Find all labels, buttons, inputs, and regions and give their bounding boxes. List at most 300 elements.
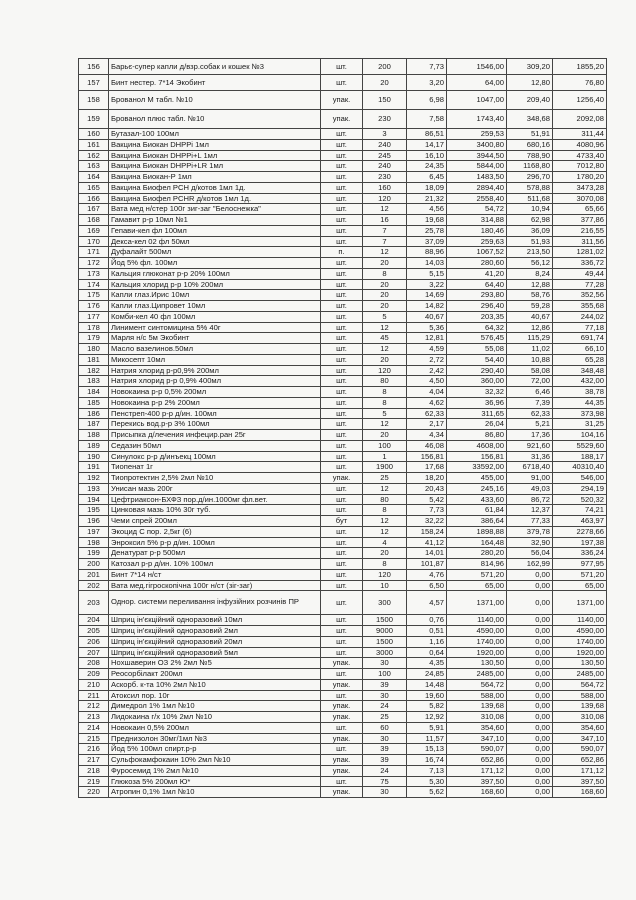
row-number-cell: 178	[79, 322, 109, 333]
unit-cell: шт.	[321, 430, 363, 441]
row-number-cell: 199	[79, 548, 109, 559]
unit-price-cell: 14,17	[407, 139, 447, 150]
table-row	[79, 690, 607, 701]
quantity-cell: 39	[363, 679, 407, 690]
total-cell: 74,21	[553, 505, 607, 516]
unit-price-cell: 5,62	[407, 787, 447, 798]
unit-price-cell: 41,12	[407, 537, 447, 548]
row-number-cell: 206	[79, 636, 109, 647]
total-cell: 546,00	[553, 473, 607, 484]
item-name-cell: Фуросемид 1% 2мл №10	[109, 765, 321, 776]
item-name-cell: Комби-кел 40 фл 100мл	[109, 311, 321, 322]
vat-cell: 10,88	[507, 354, 553, 365]
quantity-cell: 120	[363, 365, 407, 376]
vat-cell: 77,33	[507, 516, 553, 527]
unit-price-cell: 20,43	[407, 483, 447, 494]
unit-price-cell: 5,91	[407, 722, 447, 733]
unit-cell: упак.	[321, 712, 363, 723]
vat-cell: 17,36	[507, 430, 553, 441]
unit-cell: шт.	[321, 626, 363, 637]
table-row	[79, 129, 607, 140]
vat-cell: 49,03	[507, 483, 553, 494]
table-row	[79, 776, 607, 787]
table-row	[79, 172, 607, 183]
row-number-cell: 220	[79, 787, 109, 798]
item-name-cell: Новокаина р-р 2% 200мл	[109, 397, 321, 408]
unit-price-cell: 16,10	[407, 150, 447, 161]
item-name-cell: Вакцина Биокан DHPPi+L 1мл	[109, 150, 321, 161]
unit-cell: шт.	[321, 311, 363, 322]
item-name-cell: Преднизолон 30мг/1мл №3	[109, 733, 321, 744]
total-cell: 4590,00	[553, 626, 607, 637]
amount-cell: 54,40	[447, 354, 507, 365]
total-cell: 691,74	[553, 333, 607, 344]
row-number-cell: 193	[79, 483, 109, 494]
unit-price-cell: 4,57	[407, 591, 447, 615]
vat-cell: 91,00	[507, 473, 553, 484]
amount-cell: 259,63	[447, 236, 507, 247]
table-row	[79, 537, 607, 548]
row-number-cell: 164	[79, 172, 109, 183]
unit-price-cell: 4,56	[407, 204, 447, 215]
amount-cell: 314,88	[447, 215, 507, 226]
row-number-cell: 186	[79, 408, 109, 419]
unit-price-cell: 6,45	[407, 172, 447, 183]
item-name-cell: Вакцина Биофел PCH д/котов 1мл 1д.	[109, 182, 321, 193]
row-number-cell: 160	[79, 129, 109, 140]
unit-price-cell: 6,98	[407, 91, 447, 110]
quantity-cell: 1900	[363, 462, 407, 473]
quantity-cell: 100	[363, 669, 407, 680]
unit-price-cell: 18,09	[407, 182, 447, 193]
item-name-cell: Натрия хлорид р-р 0,9% 400мл	[109, 376, 321, 387]
vat-cell: 0,00	[507, 712, 553, 723]
quantity-cell: 20	[363, 290, 407, 301]
table-row	[79, 591, 607, 615]
quantity-cell: 240	[363, 161, 407, 172]
vat-cell: 12,37	[507, 505, 553, 516]
quantity-cell: 25	[363, 712, 407, 723]
item-name-cell: Однор. системи переливання інфузійних розчинів ПР	[109, 591, 321, 615]
table-row	[79, 733, 607, 744]
item-name-cell: Синулокс р-р д/инъекц 100мл	[109, 451, 321, 462]
unit-price-cell: 4,04	[407, 387, 447, 398]
total-cell: 347,10	[553, 733, 607, 744]
unit-cell: шт.	[321, 580, 363, 591]
amount-cell: 41,20	[447, 268, 507, 279]
amount-cell: 55,08	[447, 344, 507, 355]
quantity-cell: 20	[363, 279, 407, 290]
unit-cell: шт.	[321, 559, 363, 570]
amount-cell: 1743,40	[447, 110, 507, 129]
amount-cell: 5844,00	[447, 161, 507, 172]
table-row	[79, 193, 607, 204]
row-number-cell: 161	[79, 139, 109, 150]
amount-cell: 571,20	[447, 569, 507, 580]
unit-cell: шт.	[321, 462, 363, 473]
amount-cell: 86,80	[447, 430, 507, 441]
item-name-cell: Ноxшаверин ОЗ 2% 2мл №5	[109, 658, 321, 669]
amount-cell: 311,65	[447, 408, 507, 419]
row-number-cell: 209	[79, 669, 109, 680]
unit-cell: шт.	[321, 505, 363, 516]
vat-cell: 62,33	[507, 408, 553, 419]
amount-cell: 32,32	[447, 387, 507, 398]
quantity-cell: 20	[363, 430, 407, 441]
item-name-cell: Унисан мазь 200г	[109, 483, 321, 494]
unit-cell: шт.	[321, 615, 363, 626]
row-number-cell: 205	[79, 626, 109, 637]
table-row	[79, 91, 607, 110]
row-number-cell: 195	[79, 505, 109, 516]
amount-cell: 171,12	[447, 765, 507, 776]
unit-price-cell: 7,73	[407, 505, 447, 516]
row-number-cell: 168	[79, 215, 109, 226]
amount-cell: 1067,52	[447, 247, 507, 258]
unit-price-cell: 5,36	[407, 322, 447, 333]
item-name-cell: Атропин 0,1% 1мл №10	[109, 787, 321, 798]
item-name-cell: Линимент синтомицина 5% 40г	[109, 322, 321, 333]
item-name-cell: Натрия хлорид р-р0,9% 200мл	[109, 365, 321, 376]
quantity-cell: 45	[363, 333, 407, 344]
row-number-cell: 212	[79, 701, 109, 712]
quantity-cell: 150	[363, 91, 407, 110]
unit-price-cell: 5,82	[407, 701, 447, 712]
amount-cell: 2485,00	[447, 669, 507, 680]
row-number-cell: 170	[79, 236, 109, 247]
unit-price-cell: 4,59	[407, 344, 447, 355]
amount-cell: 65,00	[447, 580, 507, 591]
total-cell: 977,95	[553, 559, 607, 570]
unit-cell: шт.	[321, 387, 363, 398]
vat-cell: 0,00	[507, 647, 553, 658]
vat-cell: 12,88	[507, 279, 553, 290]
table-row	[79, 333, 607, 344]
table-row	[79, 636, 607, 647]
quantity-cell: 8	[363, 505, 407, 516]
inventory-table-body	[79, 59, 607, 798]
unit-price-cell: 1,16	[407, 636, 447, 647]
table-row	[79, 744, 607, 755]
row-number-cell: 162	[79, 150, 109, 161]
unit-cell: шт.	[321, 397, 363, 408]
row-number-cell: 173	[79, 268, 109, 279]
total-cell: 355,68	[553, 301, 607, 312]
row-number-cell: 185	[79, 397, 109, 408]
vat-cell: 0,00	[507, 776, 553, 787]
amount-cell: 1920,00	[447, 647, 507, 658]
vat-cell: 40,67	[507, 311, 553, 322]
unit-cell: шт.	[321, 526, 363, 537]
unit-price-cell: 4,35	[407, 658, 447, 669]
table-row	[79, 376, 607, 387]
unit-price-cell: 2,72	[407, 354, 447, 365]
unit-price-cell: 6,50	[407, 580, 447, 591]
row-number-cell: 207	[79, 647, 109, 658]
quantity-cell: 7	[363, 236, 407, 247]
amount-cell: 1740,00	[447, 636, 507, 647]
table-row	[79, 765, 607, 776]
vat-cell: 31,36	[507, 451, 553, 462]
table-row	[79, 483, 607, 494]
quantity-cell: 39	[363, 744, 407, 755]
item-name-cell: Глюкоза 5% 200мл Ю*	[109, 776, 321, 787]
item-name-cell: Вакцина Биокан-Р 1мл	[109, 172, 321, 183]
vat-cell: 0,00	[507, 744, 553, 755]
total-cell: 2092,08	[553, 110, 607, 129]
unit-cell: бут	[321, 516, 363, 527]
total-cell: 311,56	[553, 236, 607, 247]
row-number-cell: 198	[79, 537, 109, 548]
amount-cell: 576,45	[447, 333, 507, 344]
unit-price-cell: 40,67	[407, 311, 447, 322]
quantity-cell: 160	[363, 182, 407, 193]
amount-cell: 156,81	[447, 451, 507, 462]
total-cell: 31,25	[553, 419, 607, 430]
unit-cell: шт.	[321, 161, 363, 172]
row-number-cell: 156	[79, 59, 109, 75]
unit-cell: шт.	[321, 354, 363, 365]
table-row	[79, 59, 607, 75]
table-row	[79, 679, 607, 690]
vat-cell: 86,72	[507, 494, 553, 505]
unit-price-cell: 88,96	[407, 247, 447, 258]
item-name-cell: Сульфокамфокаин 10% 2мл №10	[109, 755, 321, 766]
unit-cell: шт.	[321, 548, 363, 559]
item-name-cell: Новокаин 0,5% 200мл	[109, 722, 321, 733]
unit-cell: шт.	[321, 451, 363, 462]
unit-cell: шт.	[321, 722, 363, 733]
row-number-cell: 177	[79, 311, 109, 322]
unit-price-cell: 14,48	[407, 679, 447, 690]
unit-cell: шт.	[321, 744, 363, 755]
quantity-cell: 240	[363, 139, 407, 150]
unit-price-cell: 5,30	[407, 776, 447, 787]
item-name-cell: Тиопенат 1г	[109, 462, 321, 473]
item-name-cell: Марля н/с 5м Экобинт	[109, 333, 321, 344]
row-number-cell: 189	[79, 440, 109, 451]
total-cell: 2485,00	[553, 669, 607, 680]
amount-cell: 652,86	[447, 755, 507, 766]
table-row	[79, 139, 607, 150]
unit-cell: шт.	[321, 204, 363, 215]
vat-cell: 62,98	[507, 215, 553, 226]
total-cell: 130,50	[553, 658, 607, 669]
row-number-cell: 218	[79, 765, 109, 776]
table-row	[79, 279, 607, 290]
item-name-cell: Бутазал-100 100мл	[109, 129, 321, 140]
quantity-cell: 12	[363, 419, 407, 430]
amount-cell: 296,40	[447, 301, 507, 312]
vat-cell: 0,00	[507, 755, 553, 766]
amount-cell: 354,60	[447, 722, 507, 733]
quantity-cell: 20	[363, 301, 407, 312]
vat-cell: 511,68	[507, 193, 553, 204]
quantity-cell: 3000	[363, 647, 407, 658]
table-row	[79, 722, 607, 733]
table-row	[79, 701, 607, 712]
quantity-cell: 100	[363, 440, 407, 451]
unit-cell: шт.	[321, 59, 363, 75]
row-number-cell: 166	[79, 193, 109, 204]
amount-cell: 64,00	[447, 75, 507, 91]
table-row	[79, 755, 607, 766]
total-cell: 463,97	[553, 516, 607, 527]
table-row	[79, 712, 607, 723]
unit-cell: шт.	[321, 215, 363, 226]
total-cell: 1371,00	[553, 591, 607, 615]
unit-price-cell: 19,60	[407, 690, 447, 701]
unit-price-cell: 101,87	[407, 559, 447, 570]
unit-cell: шт.	[321, 236, 363, 247]
amount-cell: 245,16	[447, 483, 507, 494]
vat-cell: 0,00	[507, 733, 553, 744]
amount-cell: 4590,00	[447, 626, 507, 637]
quantity-cell: 8	[363, 387, 407, 398]
unit-price-cell: 158,24	[407, 526, 447, 537]
row-number-cell: 174	[79, 279, 109, 290]
amount-cell: 1546,00	[447, 59, 507, 75]
row-number-cell: 188	[79, 430, 109, 441]
row-number-cell: 214	[79, 722, 109, 733]
quantity-cell: 12	[363, 247, 407, 258]
vat-cell: 0,00	[507, 722, 553, 733]
quantity-cell: 12	[363, 483, 407, 494]
item-name-cell: Седазин 50мл	[109, 440, 321, 451]
unit-price-cell: 14,03	[407, 258, 447, 269]
total-cell: 66,10	[553, 344, 607, 355]
quantity-cell: 80	[363, 376, 407, 387]
table-row	[79, 580, 607, 591]
table-row	[79, 516, 607, 527]
quantity-cell: 5	[363, 408, 407, 419]
item-name-cell: Гамавит р-р 10мл №1	[109, 215, 321, 226]
quantity-cell: 39	[363, 755, 407, 766]
amount-cell: 280,60	[447, 258, 507, 269]
quantity-cell: 8	[363, 268, 407, 279]
unit-price-cell: 12,92	[407, 712, 447, 723]
quantity-cell: 20	[363, 354, 407, 365]
table-row	[79, 473, 607, 484]
amount-cell: 61,84	[447, 505, 507, 516]
quantity-cell: 25	[363, 473, 407, 484]
table-row	[79, 75, 607, 91]
table-row	[79, 161, 607, 172]
quantity-cell: 24	[363, 701, 407, 712]
unit-cell: шт.	[321, 139, 363, 150]
amount-cell: 64,40	[447, 279, 507, 290]
vat-cell: 12,86	[507, 322, 553, 333]
total-cell: 77,28	[553, 279, 607, 290]
item-name-cell: Шприц ін'єкційний одноразовий 20мл	[109, 636, 321, 647]
unit-price-cell: 19,68	[407, 215, 447, 226]
quantity-cell: 20	[363, 548, 407, 559]
unit-price-cell: 14,01	[407, 548, 447, 559]
unit-price-cell: 0,51	[407, 626, 447, 637]
table-row	[79, 301, 607, 312]
row-number-cell: 158	[79, 91, 109, 110]
unit-cell: упак.	[321, 733, 363, 744]
total-cell: 7012,80	[553, 161, 607, 172]
unit-cell: шт.	[321, 193, 363, 204]
row-number-cell: 208	[79, 658, 109, 669]
unit-price-cell: 12,81	[407, 333, 447, 344]
quantity-cell: 1	[363, 451, 407, 462]
unit-price-cell: 3,22	[407, 279, 447, 290]
vat-cell: 0,00	[507, 569, 553, 580]
amount-cell: 280,20	[447, 548, 507, 559]
unit-price-cell: 4,34	[407, 430, 447, 441]
unit-cell: шт.	[321, 279, 363, 290]
row-number-cell: 182	[79, 365, 109, 376]
quantity-cell: 30	[363, 787, 407, 798]
item-name-cell: Йод 5% фл. 100мл	[109, 258, 321, 269]
item-name-cell: Брованол М табл. №10	[109, 91, 321, 110]
unit-price-cell: 5,15	[407, 268, 447, 279]
unit-cell: шт.	[321, 268, 363, 279]
vat-cell: 10,94	[507, 204, 553, 215]
quantity-cell: 10	[363, 580, 407, 591]
quantity-cell: 7	[363, 225, 407, 236]
item-name-cell: Новокаина р-р 0,5% 200мл	[109, 387, 321, 398]
unit-cell: шт.	[321, 776, 363, 787]
unit-price-cell: 0,64	[407, 647, 447, 658]
item-name-cell: Капли глаз.Ирис 10мл	[109, 290, 321, 301]
total-cell: 76,80	[553, 75, 607, 91]
unit-price-cell: 17,68	[407, 462, 447, 473]
row-number-cell: 211	[79, 690, 109, 701]
total-cell: 104,16	[553, 430, 607, 441]
row-number-cell: 167	[79, 204, 109, 215]
quantity-cell: 230	[363, 172, 407, 183]
item-name-cell: Бинт нестер. 7*14 Экобинт	[109, 75, 321, 91]
item-name-cell: Декса-кел 02 фл 50мл	[109, 236, 321, 247]
amount-cell: 1898,88	[447, 526, 507, 537]
unit-cell: шт.	[321, 365, 363, 376]
unit-cell: шт.	[321, 333, 363, 344]
unit-cell: упак.	[321, 755, 363, 766]
unit-cell: шт.	[321, 376, 363, 387]
quantity-cell: 120	[363, 193, 407, 204]
amount-cell: 259,53	[447, 129, 507, 140]
vat-cell: 788,90	[507, 150, 553, 161]
quantity-cell: 75	[363, 776, 407, 787]
total-cell: 311,44	[553, 129, 607, 140]
row-number-cell: 219	[79, 776, 109, 787]
vat-cell: 59,28	[507, 301, 553, 312]
row-number-cell: 165	[79, 182, 109, 193]
quantity-cell: 12	[363, 344, 407, 355]
unit-cell: шт.	[321, 290, 363, 301]
amount-cell: 590,07	[447, 744, 507, 755]
table-row	[79, 387, 607, 398]
vat-cell: 379,78	[507, 526, 553, 537]
item-name-cell: Пенстреп-400 р-р д/ин. 100мл	[109, 408, 321, 419]
table-row	[79, 225, 607, 236]
unit-price-cell: 4,76	[407, 569, 447, 580]
vat-cell: 0,00	[507, 765, 553, 776]
amount-cell: 347,10	[447, 733, 507, 744]
row-number-cell: 183	[79, 376, 109, 387]
amount-cell: 203,35	[447, 311, 507, 322]
row-number-cell: 175	[79, 290, 109, 301]
item-name-cell: Шприц ін'єкційний одноразовий 2мл	[109, 626, 321, 637]
unit-price-cell: 4,62	[407, 397, 447, 408]
table-row	[79, 365, 607, 376]
vat-cell: 12,80	[507, 75, 553, 91]
quantity-cell: 1500	[363, 636, 407, 647]
table-row	[79, 419, 607, 430]
